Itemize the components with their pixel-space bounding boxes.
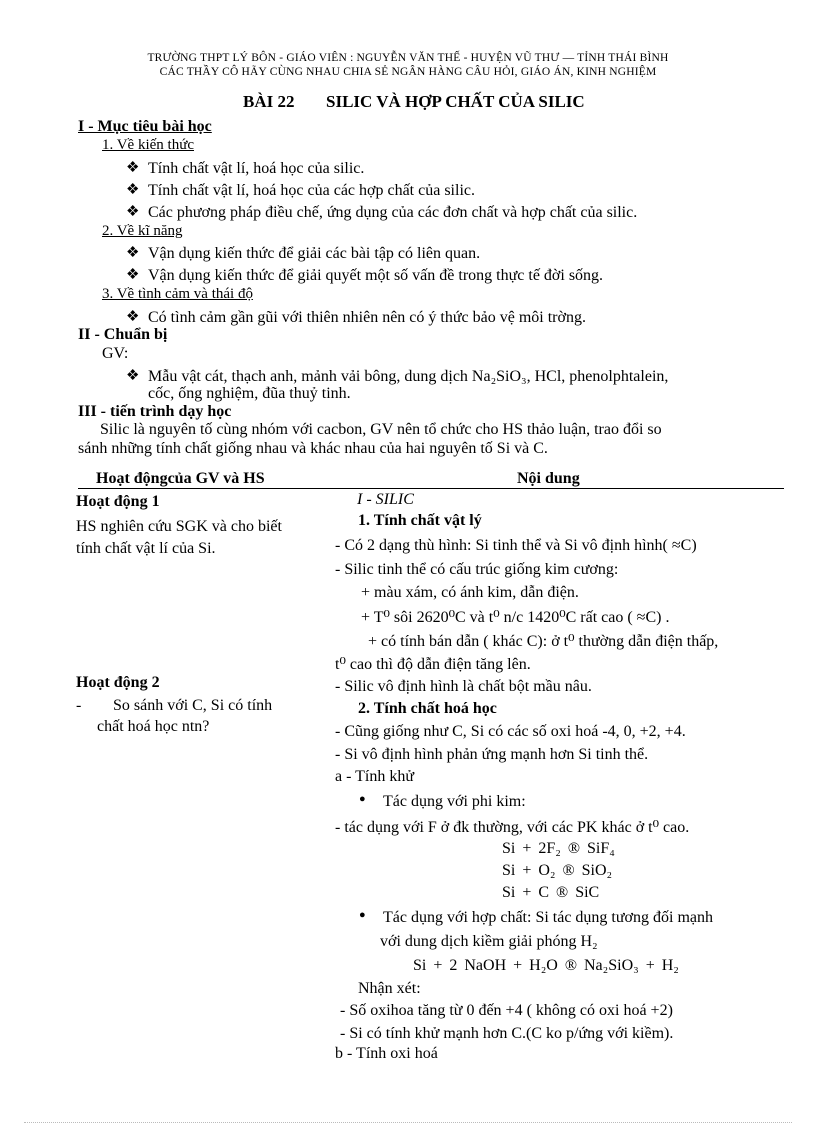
silic-section-label: I - SILIC [357,491,414,508]
activity-2-title: Hoạt động 2 [76,674,160,691]
header-share-line: CÁC THẦY CÔ HÃY CÙNG NHAU CHIA SẺ NGÂN HÀNG CÂU HỎI, GIÁO ÁN, KINH NGHIỆM [159,66,657,78]
content-line: + T⁰ sôi 2620⁰C và t⁰ n/c 1420⁰C rất cao ( ≈C) . [361,609,670,626]
remark-label: Nhận xét: [358,980,421,997]
activity-1-line-1: HS nghiên cứu SGK và cho biết [76,518,282,535]
content-bullet: ● Tác dụng với hợp chất: Si tác dụng tương đối mạnh [383,909,713,927]
content-line: t⁰ cao thì độ dẫn điện tăng lên. [335,656,531,673]
content-line: - tác dụng với F ở đk thường, với các PK khác ở t⁰ cao. [335,819,690,836]
content-line: - Cũng giống như C, Si có các số oxi hoá -4, 0, +2, +4. [335,723,686,740]
activity-1-title: Hoạt động 1 [76,493,160,510]
activity-2-dash: - [76,697,82,714]
gv-label: GV: [102,345,129,362]
physical-properties-heading: 1. Tính chất vật lý [358,512,482,529]
table-header-rule [78,488,784,489]
content-line: - Có 2 dạng thù hình: Si tinh thể và Si vô định hình( ≈C) [335,537,697,554]
equation: Si + C ® SiC [502,884,600,901]
section-2-heading: II - Chuẩn bị [78,326,168,343]
table-header-activities: Hoạt độngcủa GV và HS [96,470,265,487]
intro-paragraph-line-1: Silic là nguyên tố cùng nhóm với cacbon, GV nên tổ chức cho HS thảo luận, trao đổi so [100,421,662,438]
activity-1-line-2: tính chất vật lí của Si. [76,540,216,557]
header-school-line: TRƯỜNG THPT LÝ BÔN - GIÁO VIÊN : NGUYỄN VĂN THẾ - HUYỆN VŨ THƯ — TỈNH THÁI BÌNH [147,52,669,64]
knowledge-item: ❖ Tính chất vật lí, hoá học của silic. [148,160,364,178]
activity-2-line-1: So sánh với C, Si có tính [113,697,273,714]
oxidizing-property-heading: b - Tính oxi hoá [335,1045,438,1062]
content-line: - Si có tính khử mạnh hơn C.(C ko p/ứng với kiềm). [340,1025,674,1042]
knowledge-item: ❖ Các phương pháp điều chế, ứng dụng của các đơn chất và hợp chất của silic. [148,204,637,222]
chemical-properties-heading: 2. Tính chất hoá học [358,700,497,717]
table-header-content: Nội dung [517,470,580,487]
subsection-skills: 2. Về kĩ năng [102,223,183,239]
content-bullet: ● Tác dụng với phi kim: [383,793,526,811]
materials-line-1: ❖ Mẫu vật cát, thạch anh, mảnh vải bông, dung dịch Na₂SiO₃, HCl, phenolphtalein, [148,368,668,386]
section-1-heading: I - Mục tiêu bài học [78,118,212,135]
content-line: + màu xám, có ánh kim, dẫn điện. [361,584,579,601]
subsection-attitude: 3. Về tình cảm và thái độ [102,286,253,302]
knowledge-item: ❖ Tính chất vật lí, hoá học của các hợp chất của silic. [148,182,475,200]
content-line: - Số oxihoa tăng từ 0 đến +4 ( không có oxi hoá +2) [340,1002,673,1019]
attitude-item: ❖ Có tình cảm gần gũi với thiên nhiên nên có ý thức bảo vệ môi trờng. [148,309,586,327]
intro-paragraph-line-2: sánh những tính chất giống nhau và khác nhau của hai nguyên tố Si và C. [78,440,548,457]
content-line: - Silic tinh thể có cấu trúc giống kim cương: [335,561,619,578]
skill-item: ❖ Vận dụng kiến thức để giải các bài tập có liên quan. [148,245,480,263]
equation: Si + O₂ ® SiO₂ [502,862,613,879]
equation: Si + 2 NaOH + H₂O ® Na₂SiO₃ + H₂ [413,957,679,974]
content-line: - Si vô định hình phản ứng mạnh hơn Si tinh thể. [335,746,649,763]
reducing-property-heading: a - Tính khử [335,768,415,785]
content-line: với dung dịch kiềm giải phóng H₂ [380,933,598,950]
lesson-title: SILIC VÀ HỢP CHẤT CỦA SILIC [326,92,585,111]
equation: Si + 2F₂ ® SiF₄ [502,840,615,857]
content-line: - Silic vô định hình là chất bột mầu nâu. [335,678,592,695]
activity-2-line-2: chất hoá học ntn? [97,718,210,735]
section-3-heading: III - tiến trình dạy học [78,403,232,420]
subsection-knowledge: 1. Về kiến thức [102,137,194,153]
materials-line-2: cốc, ống nghiệm, đũa thuỷ tinh. [148,385,351,402]
content-line: + có tính bán dẫn ( khác C): ở t⁰ thường dẫn điện thấp, [368,633,719,650]
lesson-number: BÀI 22 [243,92,295,111]
skill-item: ❖ Vận dụng kiến thức để giải quyết một số vấn đề trong thực tế đời sống. [148,267,603,285]
